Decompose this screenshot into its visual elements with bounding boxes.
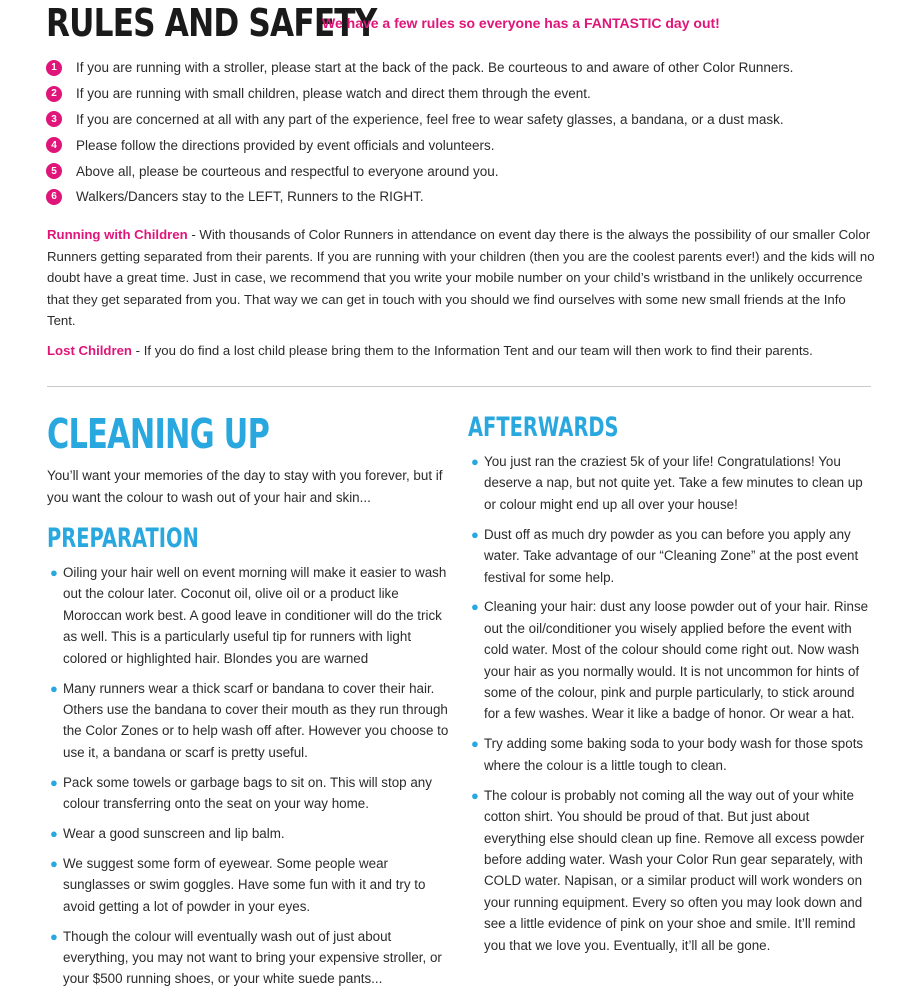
rule-text: If you are running with a stroller, please start at the back of the pack. Be courteous to and aware of other Color Runners. [76,60,794,76]
bullet-icon: ● [50,680,58,696]
number-badge-icon: 1 [46,60,62,76]
tagline: We have a few rules so everyone has a FANTASTIC day out! [322,15,720,31]
rule-text: Walkers/Dancers stay to the LEFT, Runners to the RIGHT. [76,189,424,205]
rule-item [46,158,876,184]
list-item [47,562,452,669]
number-badge-icon: 6 [46,189,62,205]
bullet-icon: ● [50,774,58,790]
rule-text: Please follow the directions provided by event officials and volunteers. [76,137,495,153]
bullet-icon: ● [50,855,58,871]
rule-item [46,55,876,81]
lost-children-paragraph [47,340,877,362]
bullet-icon: ● [471,787,479,803]
list-item-text: We suggest some form of eyewear. Some people wear sunglasses or swim goggles. Have some fun with it and try to avoid getting a lot of powder in your eyes. [63,855,426,914]
list-item [468,785,873,956]
list-item-text: Oiling your hair well on event morning will make it easier to wash out the colour later. Coconut oil, olive oil or a product like Moroccan work best. A good leave in conditioner will do the trick as well. This is a particularly useful tip for runners with light colored or highlighted hair. Blondes you are warned [63,565,447,666]
running-with-children-text: - With thousands of Color Runners in attendance on event day there is the always the possibility of our smaller Color Runners getting separated from their parents. If you are running with your children (then you are the coolest parents ever!) and the kids will no doubt have a great time. Just in case, we recommend that you write your mobile number on your child’s wristband in the unlikely occurrence that they get separated from you. That way we can get in touch with you should we find ourselves with some new small friends at the Info Tent. [47,227,875,328]
list-item-text: Wear a good sunscreen and lip balm. [63,825,285,841]
lost-children-label: Lost Children [47,343,132,358]
section-divider [47,386,871,387]
list-item-text: Though the colour will eventually wash out of just about everything, you may not want to bring your expensive stroller, or your $500 running shoes, or your white suede pants... [63,928,442,987]
rule-text: Above all, please be courteous and respectful to everyone around you. [76,163,499,179]
bullet-icon: ● [471,736,479,752]
number-badge-icon: 2 [46,86,62,102]
running-with-children-label: Running with Children [47,227,188,242]
preparation-heading: PREPARATION [47,523,199,554]
list-item-text: Pack some towels or garbage bags to sit on. This will stop any colour transferring onto the seat on your way home. [63,774,432,812]
cleaning-up-heading: CLEANING UP [47,410,270,458]
bullet-icon: ● [50,928,58,944]
list-item [468,524,873,588]
list-item [468,733,873,776]
page-title: RULES AND SAFETY [46,1,377,45]
rule-item [46,132,876,158]
bullet-icon: ● [471,454,479,469]
rule-item [46,81,876,107]
list-item [468,596,873,724]
afterwards-list [468,451,873,964]
header [46,2,720,44]
preparation-list [47,562,452,998]
list-item-text: You just ran the craziest 5k of your life! Congratulations! You deserve a nap, but not quite yet. Take a few minutes to clean up or colour might end up all over your house! [484,454,863,512]
cleaning-intro: You’ll want your memories of the day to stay with you forever, but if you want the colour to wash out of your hair and skin... [47,468,443,505]
list-item-text: Dust off as much dry powder as you can before you apply any water. Take advantage of our “Cleaning Zone” at the post event festival for some help. [484,526,859,585]
list-item-text: Cleaning your hair: dust any loose powder out of your hair. Rinse out the oil/conditioner you wisely applied before the event with cold water. Most of the colour should come right out. Now wash your hair as you normally would. It is not uncommon for hints of some of the colour, pink and purple particularly, to stick around for a few washes. Wear it like a badge of honor. Or wear a hat. [484,599,869,722]
rule-text: If you are concerned at all with any part of the experience, feel free to wear safety glasses, a bandana, or a dust mask. [76,111,784,127]
rule-item [46,184,876,210]
rule-text: If you are running with small children, please watch and direct them through the event. [76,86,591,102]
list-item-text: Many runners wear a thick scarf or bandana to cover their hair. Others use the bandana to cover their mouth as they run through the Color Zones or to help wash off after. However you choose to use it, a bandana or scarf is pretty useful. [63,680,449,760]
list-item-text: Try adding some baking soda to your body wash for those spots where the colour is a little tough to clean. [484,736,864,773]
number-badge-icon: 4 [46,137,62,153]
list-item [47,772,452,815]
list-item [468,451,873,515]
number-badge-icon: 3 [46,111,62,127]
lost-children-text: - If you do find a lost child please bring them to the Information Tent and our team will then work to find their parents. [132,343,813,358]
rule-item [46,107,876,133]
number-badge-icon: 5 [46,163,62,179]
bullet-icon: ● [471,599,479,615]
list-item [47,678,452,764]
bullet-icon: ● [50,565,58,580]
list-item [47,853,452,917]
list-item [47,926,452,990]
list-item [47,823,452,844]
afterwards-heading: AFTERWARDS [468,412,619,443]
running-with-children-paragraph [47,224,877,332]
list-item-text: The colour is probably not coming all the way out of your white cotton shirt. You should be proud of that. But just about everything else should clean up fine. Remove all excess powder before adding water. Wash your Color Run gear separately, with COLD water. Napisan, or a similar product will work wonders on your running equipment. Every so often you may look down and see a little evidence of pink on your shoe and smile. It’ll remind you that we love you. Eventually, it’ll all be gone. [484,787,865,953]
bullet-icon: ● [50,825,58,841]
rules-list [46,55,876,210]
bullet-icon: ● [471,526,479,542]
